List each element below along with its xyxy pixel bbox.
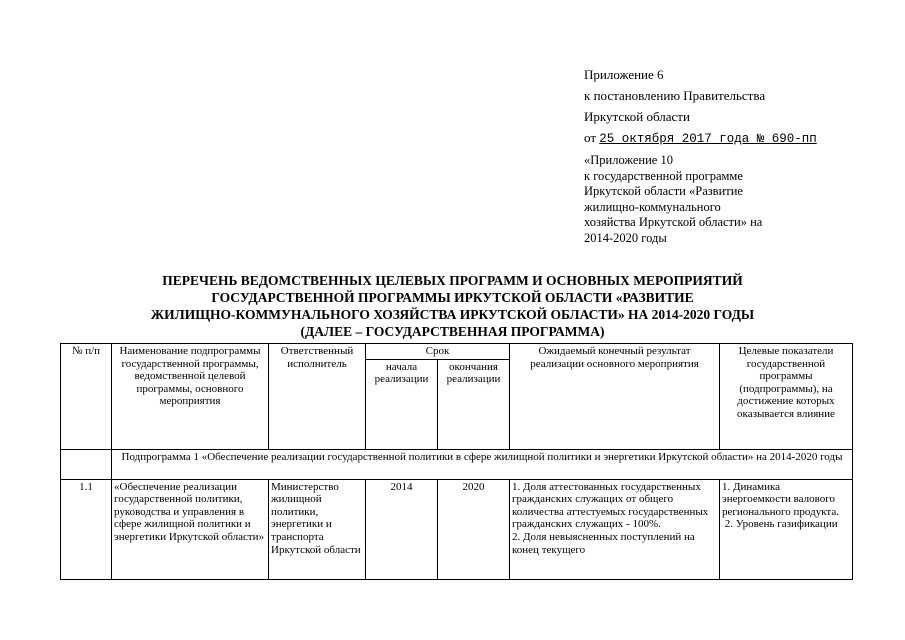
annex-program-line: Иркутской области «Развитие: [584, 184, 743, 198]
document-title: [100, 272, 805, 340]
row-start: 2014: [366, 479, 438, 579]
header-executor: Ответственный исполнитель: [269, 344, 366, 450]
decree-prefix: от: [584, 130, 597, 145]
header-start: начала реализации: [366, 359, 438, 449]
annex-program-line: хозяйства Иркутской области» на: [584, 215, 763, 229]
annex-region: Иркутской области: [584, 109, 690, 124]
subprogram-title: Подпрограмма 1 «Обеспечение реализации государственной политики в сфере жилищной политики и энергетики Иркутской области» на 2014-2020 годы: [112, 449, 853, 479]
annex-program-line: к государственной программе: [584, 168, 743, 183]
result-item: 1. Доля аттестованных государственных гражданских служащих от общего количества аттестуемых государственных гражданских служащих - 100%.: [512, 480, 709, 531]
program-table: [60, 343, 853, 580]
table-row: [61, 479, 853, 579]
annex-reference: к постановлению Правительства: [584, 88, 766, 103]
header-indicators: Целевые показатели государственной программы (подпрограммы), на достижение которых оказывается влияние: [720, 344, 853, 450]
subprogram-num-cell: [61, 449, 112, 479]
row-indicators: [720, 479, 853, 579]
row-executor: Министерство жилищной политики, энергетики и транспорта Иркутской области: [269, 479, 366, 579]
table-header-row: [61, 344, 853, 360]
row-num: 1.1: [61, 479, 112, 579]
row-result: [510, 479, 720, 579]
row-name: «Обеспечение реализации государственной политики, руководства и управления в сфере жилищной политики и энергетики Иркутской области»: [112, 479, 269, 579]
decree-date: 25 октября 2017 года № 690-пп: [599, 132, 817, 146]
annex-program-line: 2014-2020 годы: [584, 230, 667, 245]
header-num: № п/п: [61, 344, 112, 450]
annex-decree-block: [584, 64, 817, 150]
title-line: ПЕРЕЧЕНЬ ВЕДОМСТВЕННЫХ ЦЕЛЕВЫХ ПРОГРАММ И ОСНОВНЫХ МЕРОПРИЯТИЙ: [162, 273, 743, 288]
title-line: ГОСУДАРСТВЕННОЙ ПРОГРАММЫ ИРКУТСКОЙ ОБЛАСТИ «РАЗВИТИЕ: [211, 290, 694, 305]
header-end: окончания реализации: [438, 359, 510, 449]
indicator-item: 2. Уровень газификации: [722, 518, 838, 531]
subprogram-row: [61, 449, 853, 479]
annex-program-line: «Приложение 10: [584, 153, 673, 167]
annex-number: Приложение 6: [584, 67, 664, 82]
title-line: (ДАЛЕЕ – ГОСУДАРСТВЕННАЯ ПРОГРАММА): [300, 324, 605, 339]
header-name: Наименование подпрограммы государственной программы, ведомственной целевой программы, основного мероприятия: [112, 344, 269, 450]
header-term: Срок: [366, 344, 510, 360]
decree-date-line: [584, 127, 817, 150]
indicator-item: 1. Динамика энергоемкости валового регионального продукта.: [722, 480, 839, 518]
row-end: 2020: [438, 479, 510, 579]
header-result: Ожидаемый конечный результат реализации основного мероприятия: [510, 344, 720, 450]
title-line: ЖИЛИЩНО-КОММУНАЛЬНОГО ХОЗЯЙСТВА ИРКУТСКОЙ ОБЛАСТИ» НА 2014-2020 ГОДЫ: [150, 307, 755, 322]
annex-program-block: [584, 153, 814, 246]
result-item: 2. Доля невыясненных поступлений на конец текущего: [512, 530, 695, 556]
annex-program-line: жилищно-коммунального: [584, 199, 721, 214]
